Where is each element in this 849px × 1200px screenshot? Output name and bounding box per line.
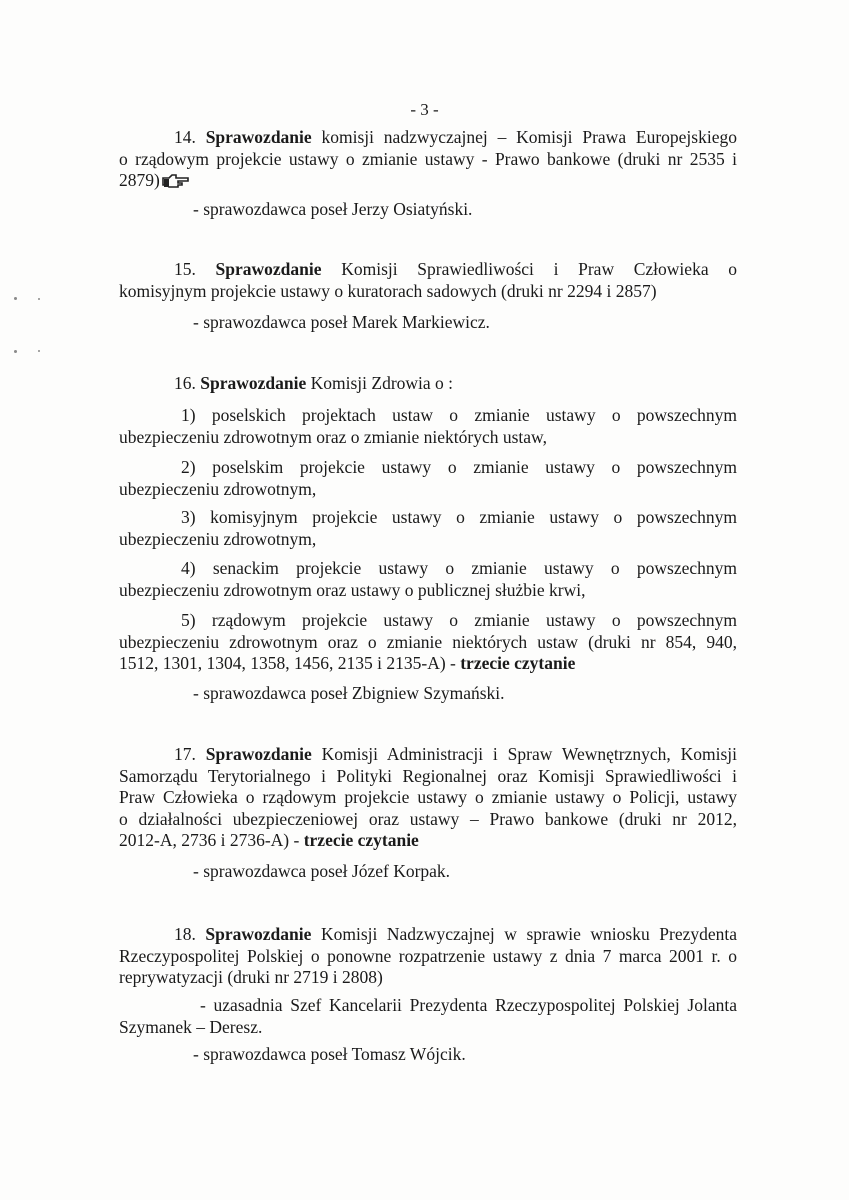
item-15-line-2: komisyjnym projekcie ustawy o kuratorach sadowych (druki nr 2294 i 2857) (119, 280, 657, 301)
item-14-line-3 (119, 170, 737, 195)
item-text: Komisji Sprawiedliwości i Praw Człowieka o (341, 259, 737, 279)
item-16-subitem-2 (119, 457, 737, 500)
agenda-item-15 (119, 259, 737, 302)
item-text: komisji nadzwyczajnej – Komisji Prawa Europejskiego (321, 127, 737, 147)
item-18-reporter: - sprawozdawca poseł Tomasz Wójcik. (193, 1044, 466, 1064)
subitem-line: 5) rządowym projekcie ustawy o zmianie ustawy o powszechnym (181, 610, 737, 630)
subitem-line: ubezpieczeniu zdrowotnym oraz ustawy o publicznej służbie krwi, (119, 579, 586, 600)
item-16-reporter: - sprawozdawca poseł Zbigniew Szymański. (193, 683, 505, 703)
item-text: Komisji Nadzwyczajnej w sprawie wniosku Prezydenta (320, 924, 738, 944)
subitem-line: 3) komisyjnym projekcie ustawy o zmianie ustawy o powszechnym (181, 507, 737, 527)
item-16-subitem-3 (119, 507, 737, 550)
subitem-line: 4) senackim projekcie ustawy o zmianie ustawy o powszechnym (181, 558, 737, 578)
item-15-reporter: - sprawozdawca poseł Marek Markiewicz. (193, 312, 490, 332)
item-17-line-5 (119, 830, 737, 852)
item-17-reporter: - sprawozdawca poseł Józef Korpak. (193, 861, 451, 881)
subitem-line: 2) poselskim projekcie ustawy o zmianie ustawy o powszechnym (181, 457, 737, 477)
item-18-line-2: Rzeczypospolitej Polskiej o ponowne rozpatrzenie ustawy z dnia 7 marca 2001 r. o (119, 945, 737, 966)
subitem-line: ubezpieczeniu zdrowotnym, (119, 528, 317, 549)
item-text: Komisji Zdrowia o : (310, 373, 454, 393)
item-number: 16. (174, 373, 196, 393)
item-heading-bold: Sprawozdanie (200, 373, 307, 393)
item-17-line-4: o działalności ubezpieczeniowej oraz ustawy – Prawo bankowe (druki nr 2012, (119, 808, 737, 829)
item-number: 18. (174, 924, 196, 944)
reading-stage-bold: trzecie czytanie (303, 830, 419, 850)
item-16-subitem-1 (119, 405, 737, 448)
item-17-line-2: Samorządu Terytorialnego i Polityki Regionalnej oraz Komisji Sprawiedliwości i (119, 765, 737, 786)
item-14-reporter: - sprawozdawca poseł Jerzy Osiatyński. (193, 199, 473, 219)
item-text: 2012-A, 2736 i 2736-A) - (119, 830, 300, 850)
justification-line: Szymanek – Deresz. (119, 1016, 263, 1037)
scan-speck (38, 350, 40, 352)
item-heading-bold: Sprawozdanie (205, 744, 312, 764)
item-16-subitem-5 (119, 610, 737, 675)
subitem-text: 1512, 1301, 1304, 1358, 1456, 2135 i 2135-A) - (119, 653, 456, 673)
agenda-item-16 (119, 373, 737, 395)
item-heading-bold: Sprawozdanie (205, 127, 312, 147)
subitem-line: ubezpieczeniu zdrowotnym, (119, 478, 317, 499)
scan-speck (14, 297, 17, 300)
scan-speck (38, 298, 40, 300)
item-17-line-3: Praw Człowieka o rządowym projekcie ustawy o zmianie ustawy o Policji, ustawy (119, 787, 737, 807)
item-16-subitem-4 (119, 558, 737, 601)
item-heading-bold: Sprawozdanie (215, 259, 322, 279)
item-text: Komisji Administracji i Spraw Wewnętrznych, Komisji (321, 744, 738, 764)
justification-line: - uzasadnia Szef Kancelarii Prezydenta Rzeczypospolitej Polskiej Jolanta (200, 995, 737, 1015)
page-number: - 3 - (410, 100, 439, 119)
subitem-line (119, 653, 737, 675)
item-number: 15. (174, 259, 196, 279)
reading-stage-bold: trzecie czytanie (460, 653, 576, 673)
agenda-item-18 (119, 924, 737, 989)
pointing-hand-icon (162, 173, 190, 195)
item-18-line-1 (119, 924, 737, 946)
item-14-line-1 (119, 127, 737, 149)
item-number: 14. (174, 127, 196, 147)
item-heading-bold: Sprawozdanie (205, 924, 312, 944)
item-14-line-2: o rządowym projekcie ustawy o zmianie ustawy - Prawo bankowe (druki nr 2535 i (119, 148, 737, 169)
agenda-item-14 (119, 127, 737, 195)
item-text: 2879) (119, 170, 160, 190)
item-15-line-1 (119, 259, 737, 281)
subitem-line: 1) poselskich projektach ustaw o zmianie ustawy o powszechnym (181, 405, 737, 425)
item-17-line-1 (119, 744, 737, 766)
item-16-line-1 (119, 373, 737, 395)
item-18-line-3: reprywatyzacji (druki nr 2719 i 2808) (119, 967, 383, 987)
item-18-justification (119, 995, 737, 1038)
subitem-line: ubezpieczeniu zdrowotnym oraz o zmianie niektórych ustaw (druki nr 854, 940, (119, 631, 737, 652)
agenda-item-17 (119, 744, 737, 852)
item-number: 17. (174, 744, 196, 764)
subitem-line: ubezpieczeniu zdrowotnym oraz o zmianie niektórych ustaw, (119, 426, 547, 447)
scan-speck (14, 350, 17, 353)
